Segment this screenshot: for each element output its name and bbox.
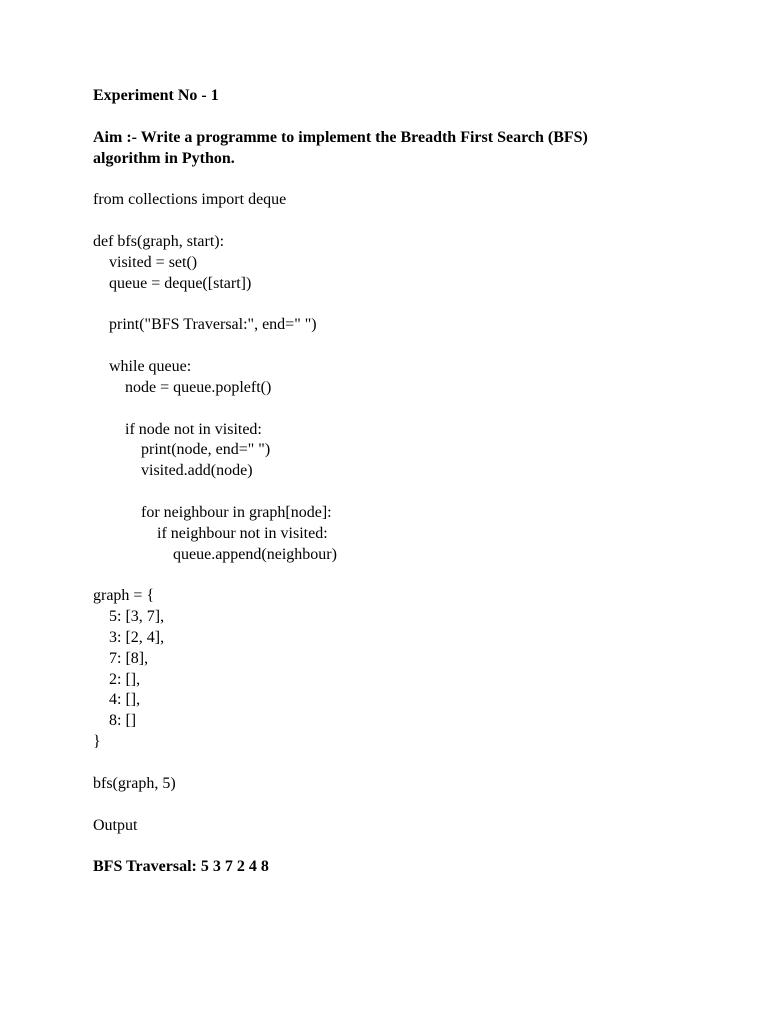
code-line: visited = set()	[93, 253, 198, 271]
spacer	[93, 399, 728, 420]
code-line: from collections import deque	[93, 191, 287, 209]
spacer	[93, 753, 728, 774]
code-line: bfs(graph, 5)	[93, 774, 176, 792]
spacer	[93, 294, 728, 315]
code-line: for neighbour in graph[node]:	[93, 503, 332, 521]
output-label: Output	[93, 816, 138, 834]
code-line: while queue:	[93, 357, 192, 375]
code-line: node = queue.popleft()	[93, 378, 272, 396]
code-line: if node not in visited:	[93, 420, 262, 438]
spacer	[93, 336, 728, 357]
spacer	[93, 169, 728, 190]
code-block	[93, 190, 728, 794]
spacer	[93, 107, 728, 128]
code-line: queue.append(neighbour)	[93, 545, 337, 563]
code-line: graph = {	[93, 587, 155, 605]
code-line: print("BFS Traversal:", end=" ")	[93, 316, 317, 334]
spacer	[93, 211, 728, 232]
code-line: visited.add(node)	[93, 462, 253, 480]
spacer	[93, 482, 728, 503]
code-line: 2: [],	[93, 670, 141, 688]
document-content	[93, 86, 728, 878]
code-line: 3: [2, 4],	[93, 628, 165, 646]
code-line: }	[93, 733, 101, 751]
spacer	[93, 565, 728, 586]
aim-line-2: algorithm in Python.	[93, 149, 235, 167]
aim-line-1: Aim :- Write a programme to implement the Breadth First Search (BFS)	[93, 128, 588, 146]
code-line: print(node, end=" ")	[93, 441, 271, 459]
spacer	[93, 836, 728, 857]
code-line: if neighbour not in visited:	[93, 524, 328, 542]
experiment-title: Experiment No - 1	[93, 87, 219, 104]
spacer	[93, 795, 728, 816]
code-line: 5: [3, 7],	[93, 608, 165, 626]
code-line: 8: []	[93, 712, 137, 730]
code-line: queue = deque([start])	[93, 274, 252, 292]
output-result: BFS Traversal: 5 3 7 2 4 8	[93, 858, 269, 876]
code-line: 4: [],	[93, 691, 141, 709]
code-line: 7: [8],	[93, 649, 149, 667]
code-line: def bfs(graph, start):	[93, 232, 225, 250]
